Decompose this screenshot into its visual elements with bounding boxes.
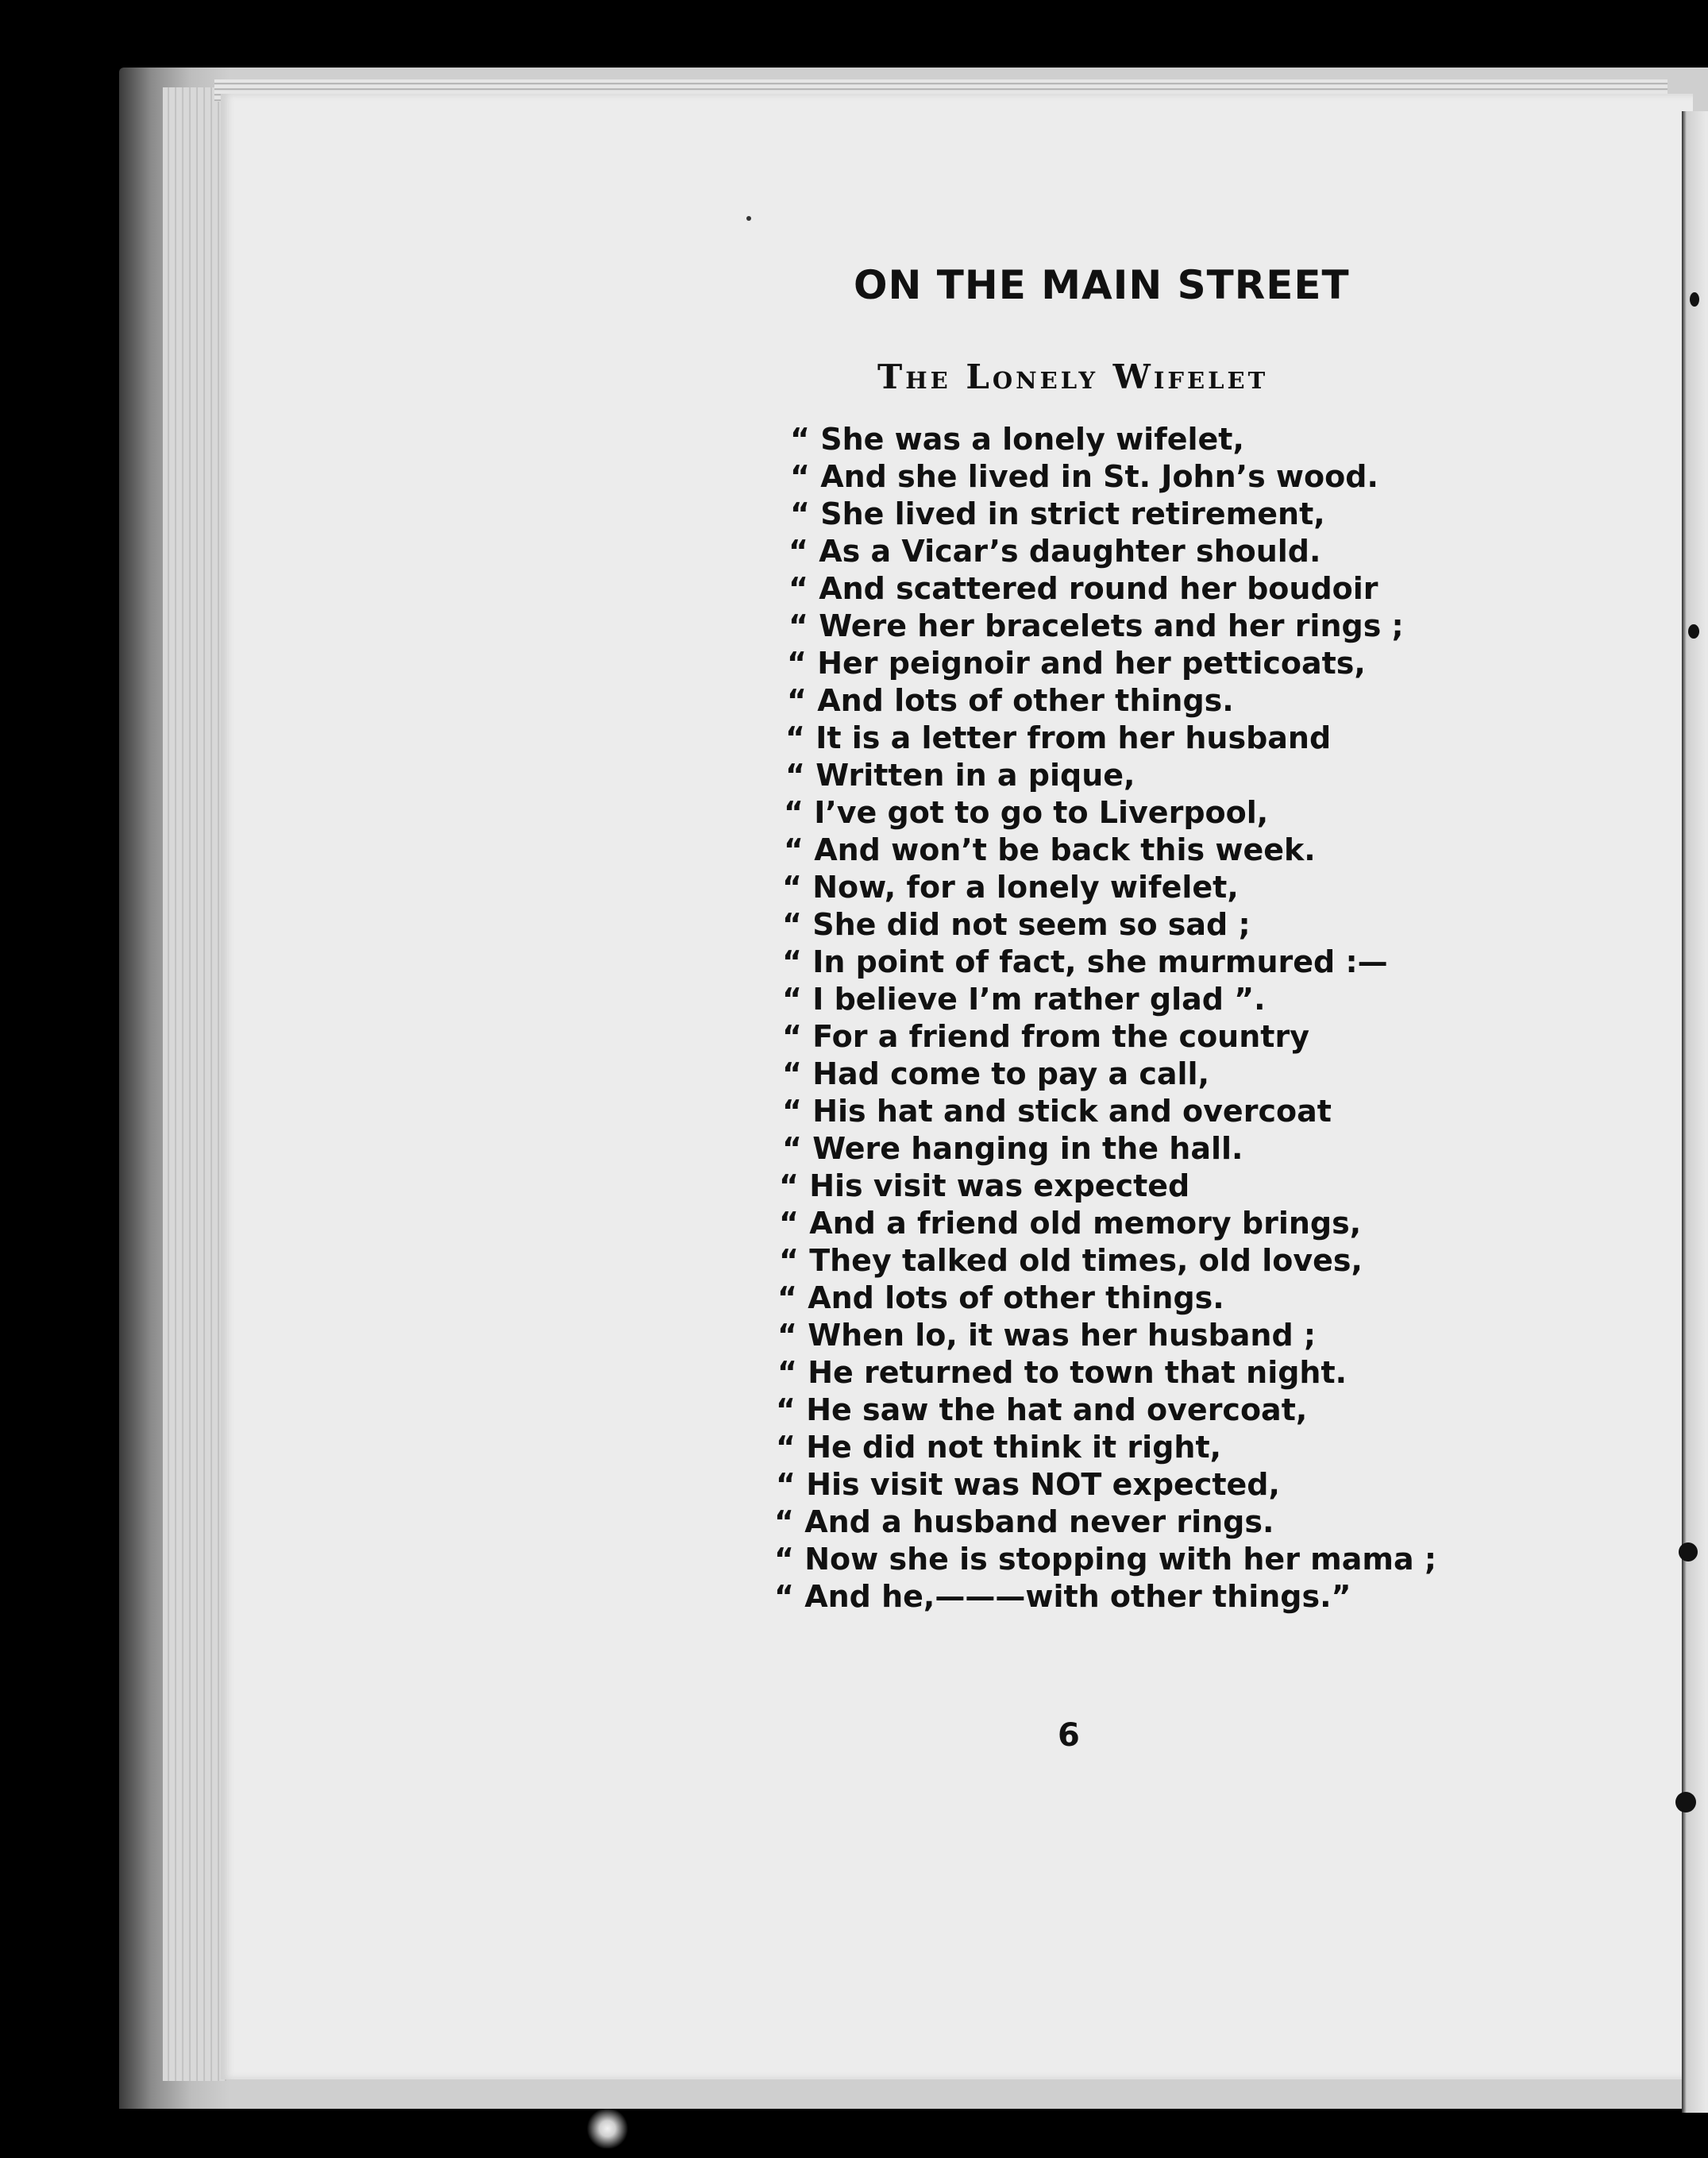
ink-dot <box>746 216 751 221</box>
poem-line: “ Were hanging in the hall. <box>782 1131 1243 1166</box>
poem-line: “ His visit was NOT expected, <box>776 1467 1280 1502</box>
poem-line: “ And a husband never rings. <box>774 1504 1274 1539</box>
poem-title: The Lonely Wifelet <box>877 357 1269 396</box>
binding-mark-lower <box>1675 1792 1696 1812</box>
poem-line: “ Had come to pay a call, <box>782 1056 1210 1091</box>
poem-line: “ She did not seem so sad ; <box>782 907 1251 942</box>
poem-line: “ When lo, it was her husband ; <box>777 1318 1317 1353</box>
poem-line: “ She was a lonely wifelet, <box>790 422 1244 457</box>
poem-line: “ And a friend old memory brings, <box>779 1206 1362 1241</box>
poem-line: “ Now she is stopping with her mama ; <box>774 1542 1437 1577</box>
poem-line: “ I’ve got to go to Liverpool, <box>784 795 1269 830</box>
poem-line: “ He saw the hat and overcoat, <box>776 1392 1308 1427</box>
poem-line: “ And lots of other things. <box>787 683 1234 718</box>
poem-line: “ And she lived in St. John’s wood. <box>790 459 1378 494</box>
poem-line: “ Were her bracelets and her rings ; <box>788 608 1404 643</box>
poem-line: “ Now, for a lonely wifelet, <box>782 870 1239 905</box>
poem-line: “ His visit was expected <box>779 1168 1190 1203</box>
poem-line: “ In point of fact, she murmured :— <box>782 944 1388 979</box>
right-page-leaf <box>1682 111 1708 2113</box>
poem-line: “ And scattered round her boudoir <box>788 571 1378 606</box>
page-number: 6 <box>1058 1717 1080 1754</box>
binding-mark-top <box>1690 292 1699 307</box>
poem-line: “ I believe I’m rather glad ”. <box>782 982 1266 1017</box>
binding-mark-upper <box>1688 624 1699 639</box>
poem-line: “ His hat and stick and overcoat <box>782 1094 1332 1129</box>
poem-line: “ And he,———with other things.” <box>774 1579 1351 1614</box>
poem-line: “ He returned to town that night. <box>777 1355 1348 1390</box>
poem-line: “ And won’t be back this week. <box>784 832 1316 867</box>
poem-line: “ As a Vicar’s daughter should. <box>788 534 1321 569</box>
running-title: ON THE MAIN STREET <box>854 262 1350 308</box>
poem-line: “ It is a letter from her husband <box>785 720 1332 755</box>
binding-mark-middle <box>1679 1542 1698 1562</box>
poem-line: “ She lived in strict retirement, <box>790 496 1325 531</box>
poem-line: “ They talked old times, old loves, <box>779 1243 1363 1278</box>
poem-line: “ Written in a pique, <box>785 758 1135 793</box>
page-edges <box>163 87 226 2081</box>
poem-line: “ And lots of other things. <box>777 1280 1224 1315</box>
poem-line: “ For a friend from the country <box>782 1019 1309 1054</box>
poem-body <box>774 421 1668 1616</box>
poem-line: “ Her peignoir and her petticoats, <box>787 646 1366 681</box>
poem-line: “ He did not think it right, <box>776 1430 1222 1465</box>
scan-speck <box>584 2109 631 2148</box>
